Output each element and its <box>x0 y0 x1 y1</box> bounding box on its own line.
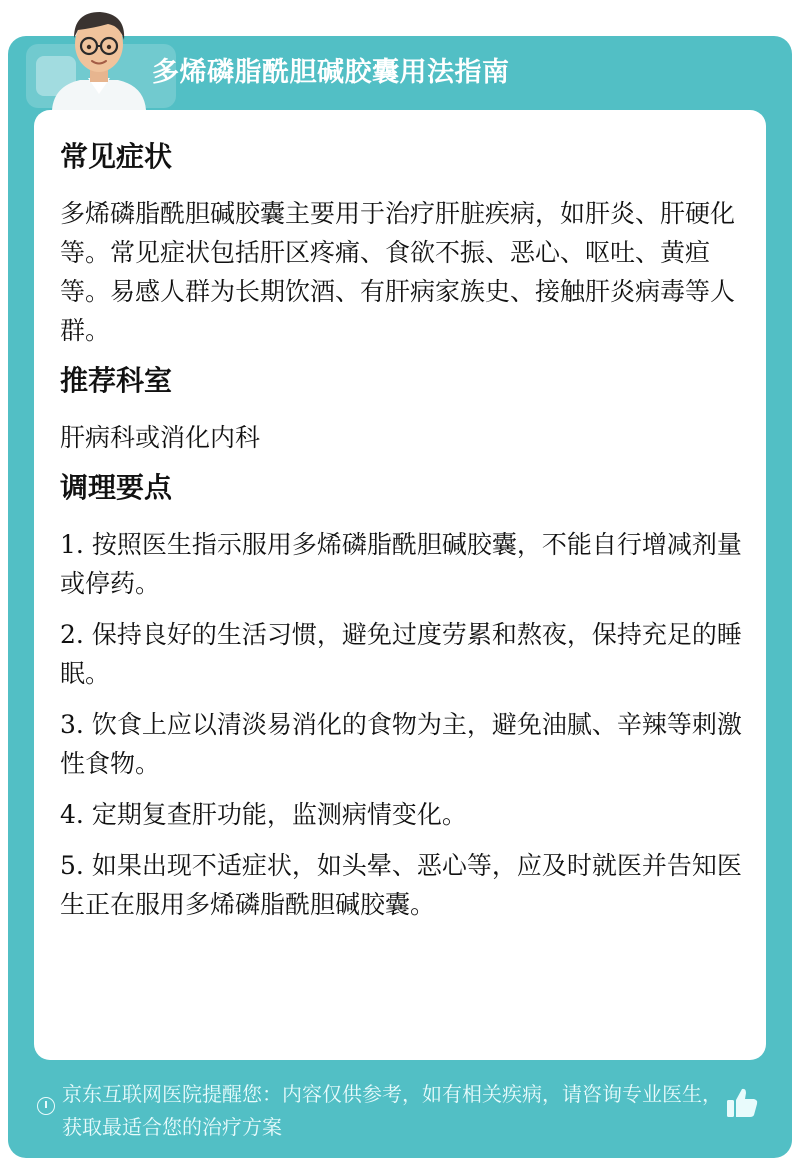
section-title-care: 调理要点 <box>60 471 173 504</box>
thumbs-up-icon[interactable] <box>724 1085 760 1121</box>
footer-disclaimer: 京东互联网医院提醒您：内容仅供参考，如有相关疾病，请咨询专业医生，获取最适合您的治疗方案 <box>62 1082 722 1139</box>
care-item-text: 饮食上应以清淡易消化的食物为主，避免油腻、辛辣等刺激性食物。 <box>60 710 742 778</box>
care-item-text: 保持良好的生活习惯，避免过度劳累和熬夜，保持充足的睡眠。 <box>60 620 742 688</box>
care-item <box>60 846 745 924</box>
care-item <box>60 615 745 693</box>
care-item-number: 2. <box>60 620 84 649</box>
care-item-number: 5. <box>60 851 84 880</box>
section-title-symptoms: 常见症状 <box>60 140 173 173</box>
care-item <box>60 525 745 603</box>
care-item-text: 如果出现不适症状，如头晕、恶心等，应及时就医并告知医生正在服用多烯磷脂酰胆碱胶囊。 <box>60 851 742 919</box>
content-card <box>34 110 766 1060</box>
page-title: 多烯磷脂酰胆碱胶囊用法指南 <box>152 57 510 88</box>
care-item-number: 1. <box>60 530 84 559</box>
info-icon <box>37 1097 55 1115</box>
care-item-number: 3. <box>60 710 84 739</box>
doctor-avatar <box>44 4 154 110</box>
care-item-text: 定期复查肝功能，监测病情变化。 <box>91 800 467 829</box>
symptoms-text: 多烯磷脂酰胆碱胶囊主要用于治疗肝脏疾病，如肝炎、肝硬化等。常见症状包括肝区疼痛、食欲不振、恶心、呕吐、黄疸等。易感人群为长期饮酒、有肝病家族史、接触肝炎病毒等人群。 <box>60 199 736 345</box>
care-item <box>60 705 745 783</box>
care-item-text: 按照医生指示服用多烯磷脂酰胆碱胶囊，不能自行增减剂量或停药。 <box>60 530 742 598</box>
section-title-department: 推荐科室 <box>60 364 173 397</box>
department-text: 肝病科或消化内科 <box>60 423 261 452</box>
care-item <box>60 795 745 834</box>
care-item-number: 4. <box>60 800 84 829</box>
card-content <box>60 130 745 936</box>
